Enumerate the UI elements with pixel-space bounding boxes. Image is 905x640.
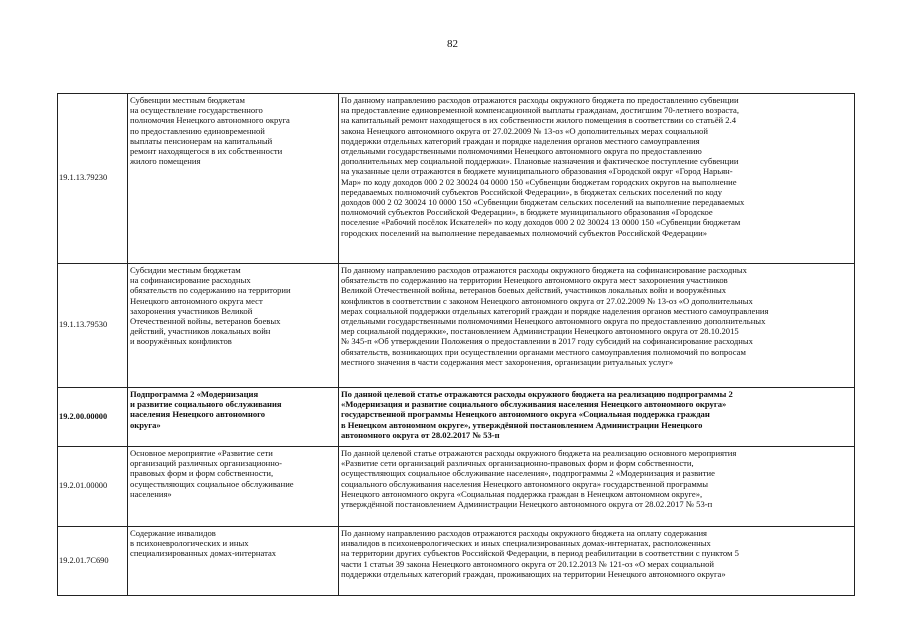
row-description bbox=[339, 447, 855, 527]
text-line: на осуществление государственного bbox=[130, 105, 263, 116]
row-code: 19.2.01.00000 bbox=[58, 447, 128, 527]
row-code: 19.1.13.79530 bbox=[58, 264, 128, 388]
text-line: По данной целевой статье отражаются расходы окружного бюджета на реализацию основного мероприятия bbox=[341, 448, 737, 458]
text-line: мерах социальной поддержки отдельных категорий граждан и порядке наделения органов местного самоуправления bbox=[341, 305, 769, 316]
text-line: осуществляющих социальное обслуживание населения», подпрограммы 2 «Модернизация и развитие bbox=[341, 468, 715, 479]
row-name bbox=[128, 527, 339, 596]
text-line: Ненецкого автономного округа «Социальная поддержка граждан в Ненецком автономном округе», bbox=[341, 488, 703, 499]
text-line: поддержки отдельных категорий граждан, проживающих на территории Ненецкого автономного округа» bbox=[341, 568, 726, 579]
text-line: Мар» по коду доходов 000 2 02 30024 04 0000 150 «Субвенции бюджетам городских округов на выполнение bbox=[341, 176, 737, 187]
row-name bbox=[128, 264, 339, 388]
page-number: 82 bbox=[447, 38, 458, 50]
text-line: закона Ненецкого автономного округа от 27.02.2009 № 13-оз «О дополнительных мерах социальной bbox=[341, 125, 708, 136]
text-line: ремонт находящегося в их собственности bbox=[130, 146, 283, 157]
table-row bbox=[58, 264, 855, 388]
text-line: По данному направлению расходов отражаются расходы окружного бюджета на софинансирование расходных bbox=[341, 265, 747, 275]
table-row bbox=[58, 527, 855, 596]
text-line: мер социальной поддержки», постановлением Администрации Ненецкого автономного округа от 28.10.2015 bbox=[341, 326, 739, 337]
text-line: доходов 000 2 02 30024 10 0000 150 «Субвенции бюджетам сельских поселений на выполнение передаваемых bbox=[341, 197, 745, 208]
text-line: на указанные цели отражаются в бюджете муниципального образования «Городской округ «Город Нарьян- bbox=[341, 166, 733, 177]
row-description bbox=[339, 527, 855, 596]
text-line: Ненецкого автономного округа мест bbox=[130, 295, 263, 306]
text-line: специализированных домах-интернатах bbox=[130, 548, 277, 559]
text-line: городских поселений на выполнение передаваемых полномочий субъектов Российской Федерации» bbox=[341, 227, 707, 238]
text-line: Субвенции местным бюджетам bbox=[130, 95, 245, 105]
text-line: автономного округа от 28.02.2017 № 53-п bbox=[341, 429, 500, 440]
text-line: обязательств, возникающих при осуществлении органами местного самоуправления полномочий по вопросам bbox=[341, 346, 746, 357]
row-name bbox=[128, 447, 339, 527]
text-line: конфликтов в соответствии с законом Ненецкого автономного округа от 27.02.2009 № 13-оз «О дополнительных bbox=[341, 295, 753, 306]
text-line: Основное мероприятие «Развитие сети bbox=[130, 448, 273, 458]
text-line: Отечественной войны, ветеранов боевых bbox=[130, 316, 281, 327]
row-code: 19.2.01.7С690 bbox=[58, 527, 128, 596]
text-line: на предоставление единовременной компенсационной выплаты гражданам, достигшим 70-летнего возраста, bbox=[341, 105, 739, 116]
text-line: местного значения в части содержания мест захоронения, организации ритуальных услуг» bbox=[341, 356, 674, 367]
text-line: Великой Отечественной войны, ветеранов боевых действий, участников локальных войн и вооружённых bbox=[341, 285, 727, 296]
text-line: утверждённой постановлением Администрации Ненецкого автономного округа от 28.02.2017 № 53-п bbox=[341, 499, 713, 510]
row-description bbox=[339, 264, 855, 388]
table-row bbox=[58, 388, 855, 447]
text-line: Содержание инвалидов bbox=[130, 528, 216, 538]
text-line: части 1 статьи 39 закона Ненецкого автономного округа от 20.12.2013 № 121-оз «О мерах социальной bbox=[341, 558, 715, 569]
text-line: обязательств по содержанию на территории bbox=[130, 285, 291, 296]
table-row bbox=[58, 94, 855, 264]
text-line: действий, участников локальных войн bbox=[130, 326, 271, 337]
text-line: и развитие социального обслуживания bbox=[130, 399, 282, 410]
text-line: правовых форм и форм собственности, bbox=[130, 468, 274, 479]
row-description bbox=[339, 94, 855, 264]
row-name bbox=[128, 94, 339, 264]
budget-classification-table bbox=[57, 93, 855, 596]
text-line: отдельными государственными полномочиями Ненецкого автономного округа по предоставлению bbox=[341, 146, 702, 157]
table-row bbox=[58, 447, 855, 527]
text-line: обязательств по содержанию на территории Ненецкого автономного округа мест захоронения участников bbox=[341, 275, 728, 286]
text-line: населения Ненецкого автономного bbox=[130, 409, 266, 420]
text-line: населения» bbox=[130, 488, 172, 499]
text-line: округа» bbox=[130, 419, 161, 430]
text-line: организаций различных организационно- bbox=[130, 458, 283, 469]
row-name bbox=[128, 388, 339, 447]
text-line: на территории других субъектов Российской Федерации, в период реабилитации в соответствии с пунктом 5 bbox=[341, 548, 739, 559]
text-line: По данному направлению расходов отражаются расходы окружного бюджета по предоставлению субвенции bbox=[341, 95, 739, 105]
text-line: поддержки отдельных категорий граждан и порядке наделения органов местного самоуправления bbox=[341, 135, 700, 146]
text-line: По данному направлению расходов отражаются расходы окружного бюджета на оплату содержания bbox=[341, 528, 707, 538]
text-line: и вооружённых конфликтов bbox=[130, 336, 232, 347]
text-line: № 345-п «Об утверждении Положения о предоставлении в 2017 году субсидий на софинансирование расходных bbox=[341, 336, 753, 347]
text-line: жилого помещения bbox=[130, 156, 201, 167]
text-line: «Развитие сети организаций различных организационно-правовых форм и форм собственности, bbox=[341, 458, 694, 469]
text-line: поселение «Рабочий посёлок Искателей» по коду доходов 000 2 02 30024 13 0000 150 «Субвенции бюджетам bbox=[341, 217, 741, 228]
text-line: Субсидии местным бюджетам bbox=[130, 265, 241, 275]
text-line: полномочий субъектов Российской Федерации», в бюджете муниципального образования «Городское bbox=[341, 207, 713, 218]
text-line: выплаты пенсионерам на капитальный bbox=[130, 135, 273, 146]
text-line: дополнительных мер социальной поддержки». Плановые назначения и фактическое поступление субвенции bbox=[341, 156, 739, 167]
text-line: в Ненецком автономном округе», утверждённой постановлением Администрации Ненецкого bbox=[341, 419, 703, 430]
text-line: на капитальный ремонт находящегося в их собственности жилого помещения в соответствии со статьёй 2.4 bbox=[341, 115, 737, 126]
text-line: отдельными государственными полномочиями Ненецкого автономного округа по предоставлению дополнительных bbox=[341, 316, 766, 327]
text-line: по предоставлению единовременной bbox=[130, 125, 265, 136]
text-line: на софинансирование расходных bbox=[130, 275, 251, 286]
text-line: По данной целевой статье отражаются расходы окружного бюджета на реализацию подпрограммы 2 bbox=[341, 389, 733, 399]
table-body bbox=[58, 94, 855, 596]
text-line: Подпрограмма 2 «Модернизация bbox=[130, 389, 259, 399]
row-code: 19.2.00.00000 bbox=[58, 388, 128, 447]
text-line: инвалидов в психоневрологических и иных специализированных домах-интернатах, расположенных bbox=[341, 538, 711, 549]
row-code: 19.1.13.79230 bbox=[58, 94, 128, 264]
row-description bbox=[339, 388, 855, 447]
text-line: осуществляющих социальное обслуживание bbox=[130, 478, 294, 489]
text-line: полномочия Ненецкого автономного округа bbox=[130, 115, 290, 126]
text-line: государственной программы Ненецкого автономного округа «Социальная поддержка граждан bbox=[341, 409, 710, 420]
text-line: передаваемых полномочий субъектов Российской Федерации», в бюджетах сельских поселений по коду bbox=[341, 186, 723, 197]
text-line: «Модернизация и развитие социального обслуживания населения Ненецкого автономного округа» bbox=[341, 399, 727, 410]
text-line: захоронения участников Великой bbox=[130, 305, 253, 316]
text-line: социального обслуживания населения Ненецкого автономного округа» государственной программы bbox=[341, 478, 709, 489]
text-line: в психоневрологических и иных bbox=[130, 538, 249, 549]
